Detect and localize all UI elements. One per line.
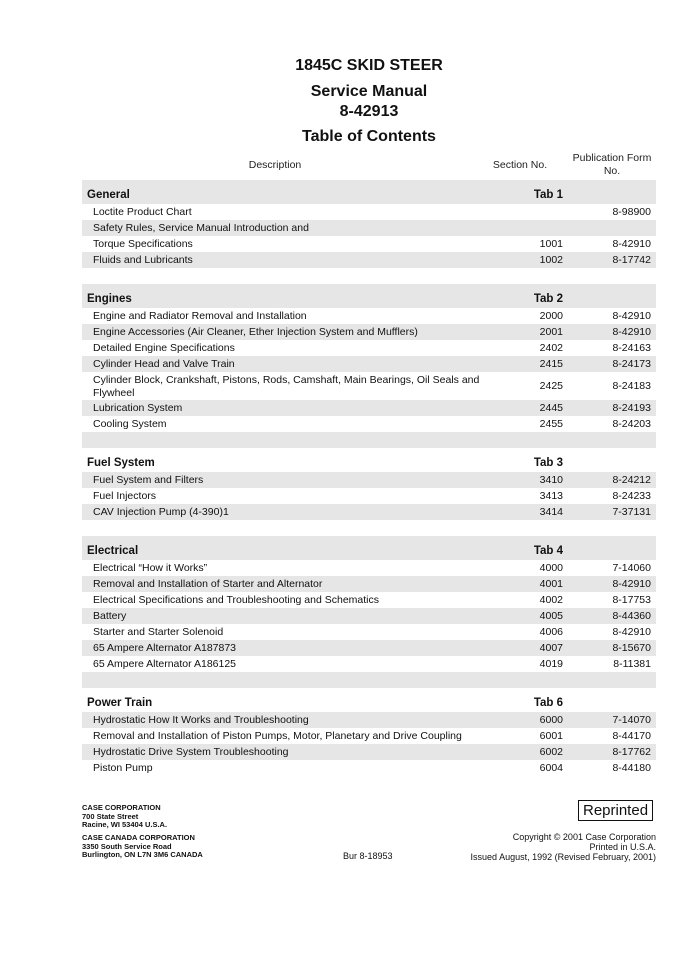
row-description: Engine Accessories (Air Cleaner, Ether Injection System and Mufflers) bbox=[93, 326, 418, 338]
row-section-number: 6000 bbox=[539, 714, 563, 726]
toc-row bbox=[82, 340, 656, 356]
toc-row bbox=[82, 324, 656, 340]
row-description: Removal and Installation of Starter and Alternator bbox=[93, 578, 323, 590]
section-tab: Tab 3 bbox=[533, 457, 563, 469]
row-description: Cylinder Block, Crankshaft, Pistons, Rods, Camshaft, Main Bearings, Oil Seals and Flywheel bbox=[93, 374, 480, 399]
row-description: Battery bbox=[93, 610, 127, 622]
toc-row bbox=[82, 308, 656, 324]
row-description: Electrical “How it Works” bbox=[93, 562, 208, 574]
row-publication-number: 7-14070 bbox=[612, 714, 651, 726]
printed-in: Printed in U.S.A. bbox=[589, 842, 656, 852]
section-heading bbox=[82, 536, 656, 560]
row-publication-number: 8-44170 bbox=[612, 730, 651, 742]
row-description: Cylinder Head and Valve Train bbox=[93, 358, 235, 370]
row-description: Detailed Engine Specifications bbox=[93, 342, 235, 354]
row-section-number: 3410 bbox=[539, 474, 563, 486]
spacer-row bbox=[82, 672, 656, 688]
section-heading bbox=[82, 284, 656, 308]
toc-row bbox=[82, 744, 656, 760]
row-publication-number: 8-24212 bbox=[612, 474, 651, 486]
row-description: Removal and Installation of Piston Pumps, Motor, Planetary and Drive Coupling bbox=[93, 730, 462, 742]
toc-row bbox=[82, 656, 656, 672]
toc-row bbox=[82, 204, 656, 220]
section-name: Electrical bbox=[87, 545, 139, 557]
toc-row bbox=[82, 236, 656, 252]
toc-row bbox=[82, 592, 656, 608]
section-heading bbox=[82, 688, 656, 712]
toc-row bbox=[82, 640, 656, 656]
row-description: Electrical Specifications and Troubleshooting and Schematics bbox=[93, 594, 379, 606]
section-name: Fuel System bbox=[87, 457, 155, 469]
reprinted-stamp: Reprinted bbox=[578, 800, 653, 821]
toc-row bbox=[82, 728, 656, 744]
row-description: 65 Ampere Alternator A186125 bbox=[93, 658, 237, 670]
toc-row bbox=[82, 624, 656, 640]
row-publication-number: 8-24203 bbox=[612, 418, 651, 430]
section-heading bbox=[82, 180, 656, 204]
row-section-number: 6001 bbox=[539, 730, 563, 742]
row-publication-number: 8-17753 bbox=[612, 594, 651, 606]
toc-row bbox=[82, 712, 656, 728]
row-publication-number: 7-37131 bbox=[612, 506, 651, 518]
row-description: Loctite Product Chart bbox=[93, 206, 192, 218]
row-publication-number: 8-24163 bbox=[612, 342, 651, 354]
row-publication-number: 8-44360 bbox=[612, 610, 651, 622]
row-publication-number: 8-24183 bbox=[612, 380, 651, 392]
row-publication-number: 8-24193 bbox=[612, 402, 651, 414]
column-description: Description bbox=[248, 159, 302, 171]
row-publication-number: 8-42910 bbox=[612, 626, 651, 638]
publication-info bbox=[471, 832, 656, 862]
row-section-number: 2402 bbox=[539, 342, 563, 354]
bur-number: Bur 8-18953 bbox=[343, 851, 393, 861]
section-name: Engines bbox=[87, 293, 132, 305]
toc-table bbox=[82, 180, 656, 776]
row-section-number: 4000 bbox=[539, 562, 563, 574]
section-name: Power Train bbox=[87, 697, 153, 709]
toc-row bbox=[82, 560, 656, 576]
ca-address bbox=[82, 834, 203, 860]
row-description: Hydrostatic Drive System Troubleshooting bbox=[93, 746, 289, 758]
section-tab: Tab 1 bbox=[533, 189, 563, 201]
row-section-number: 2455 bbox=[539, 418, 563, 430]
row-publication-number: 8-44180 bbox=[612, 762, 651, 774]
section-tab: Tab 2 bbox=[533, 293, 563, 305]
row-description: Starter and Starter Solenoid bbox=[93, 626, 224, 638]
row-section-number: 3414 bbox=[539, 506, 563, 518]
toc-row bbox=[82, 760, 656, 776]
row-description: Hydrostatic How It Works and Troubleshooting bbox=[93, 714, 309, 726]
row-section-number: 4001 bbox=[539, 578, 563, 590]
us-company: CASE CORPORATION bbox=[82, 803, 161, 812]
ca-company: CASE CANADA CORPORATION bbox=[82, 833, 195, 842]
ca-city: Burlington, ON L7N 3M6 CANADA bbox=[82, 850, 203, 859]
toc-row bbox=[82, 220, 656, 236]
toc-row bbox=[82, 576, 656, 592]
spacer-row bbox=[82, 268, 656, 284]
row-publication-number: 8-24173 bbox=[612, 358, 651, 370]
row-section-number: 2000 bbox=[539, 310, 563, 322]
model-title: 1845C SKID STEER bbox=[295, 57, 443, 74]
row-publication-number: 8-42910 bbox=[612, 326, 651, 338]
us-address bbox=[82, 804, 167, 830]
toc-title: Table of Contents bbox=[302, 128, 436, 145]
row-description: CAV Injection Pump (4-390)1 bbox=[93, 506, 229, 518]
manual-number: 8-42913 bbox=[339, 103, 399, 120]
row-section-number: 1002 bbox=[539, 254, 563, 266]
row-publication-number: 8-17742 bbox=[612, 254, 651, 266]
row-description: Lubrication System bbox=[93, 402, 183, 414]
row-section-number: 4019 bbox=[539, 658, 563, 670]
row-publication-number: 8-42910 bbox=[612, 310, 651, 322]
row-publication-number: 8-42910 bbox=[612, 238, 651, 250]
issued-date: Issued August, 1992 (Revised February, 2001) bbox=[470, 852, 656, 862]
toc-row bbox=[82, 488, 656, 504]
toc-row bbox=[82, 608, 656, 624]
toc-row bbox=[82, 504, 656, 520]
row-section-number: 4007 bbox=[539, 642, 563, 654]
copyright: Copyright © 2001 Case Corporation bbox=[512, 832, 656, 842]
row-description: Torque Specifications bbox=[93, 238, 193, 250]
toc-row bbox=[82, 400, 656, 416]
row-publication-number: 8-42910 bbox=[612, 578, 651, 590]
row-publication-number: 8-24233 bbox=[612, 490, 651, 502]
row-description: Safety Rules, Service Manual Introduction and bbox=[93, 222, 309, 234]
section-tab: Tab 6 bbox=[533, 697, 563, 709]
us-city: Racine, WI 53404 U.S.A. bbox=[82, 820, 168, 829]
row-description: Piston Pump bbox=[93, 762, 153, 774]
row-description: Engine and Radiator Removal and Installation bbox=[93, 310, 307, 322]
section-name: General bbox=[87, 189, 130, 201]
toc-row bbox=[82, 416, 656, 432]
spacer-row bbox=[82, 520, 656, 536]
row-description: Fluids and Lubricants bbox=[93, 254, 193, 266]
row-section-number: 6004 bbox=[539, 762, 563, 774]
section-tab: Tab 4 bbox=[533, 545, 563, 557]
row-publication-number: 7-14060 bbox=[612, 562, 651, 574]
toc-row bbox=[82, 252, 656, 268]
row-section-number: 2445 bbox=[539, 402, 563, 414]
column-publication: Publication Form No. bbox=[572, 152, 652, 177]
toc-row bbox=[82, 472, 656, 488]
row-section-number: 6002 bbox=[539, 746, 563, 758]
row-section-number: 2001 bbox=[539, 326, 563, 338]
row-publication-number: 8-11381 bbox=[613, 658, 651, 670]
row-publication-number: 8-15670 bbox=[612, 642, 651, 654]
ca-street: 3350 South Service Road bbox=[82, 841, 172, 851]
row-section-number: 4002 bbox=[539, 594, 563, 606]
row-section-number: 2415 bbox=[539, 358, 563, 370]
toc-row bbox=[82, 356, 656, 372]
column-section: Section No. bbox=[492, 159, 548, 171]
row-section-number: 1001 bbox=[539, 238, 563, 250]
section-heading bbox=[82, 448, 656, 472]
row-section-number: 3413 bbox=[539, 490, 563, 502]
row-section-number: 4006 bbox=[539, 626, 563, 638]
manual-title: Service Manual bbox=[310, 83, 428, 100]
row-description: Fuel System and Filters bbox=[93, 474, 204, 486]
row-description: Cooling System bbox=[93, 418, 167, 430]
us-street: 700 State Street bbox=[82, 811, 139, 821]
row-section-number: 4005 bbox=[539, 610, 563, 622]
row-publication-number: 8-98900 bbox=[612, 206, 651, 218]
row-publication-number: 8-17762 bbox=[612, 746, 651, 758]
toc-row bbox=[82, 372, 656, 400]
row-description: 65 Ampere Alternator A187873 bbox=[93, 642, 237, 654]
spacer-row bbox=[82, 432, 656, 448]
row-section-number: 2425 bbox=[539, 380, 563, 392]
row-description: Fuel Injectors bbox=[93, 490, 157, 502]
